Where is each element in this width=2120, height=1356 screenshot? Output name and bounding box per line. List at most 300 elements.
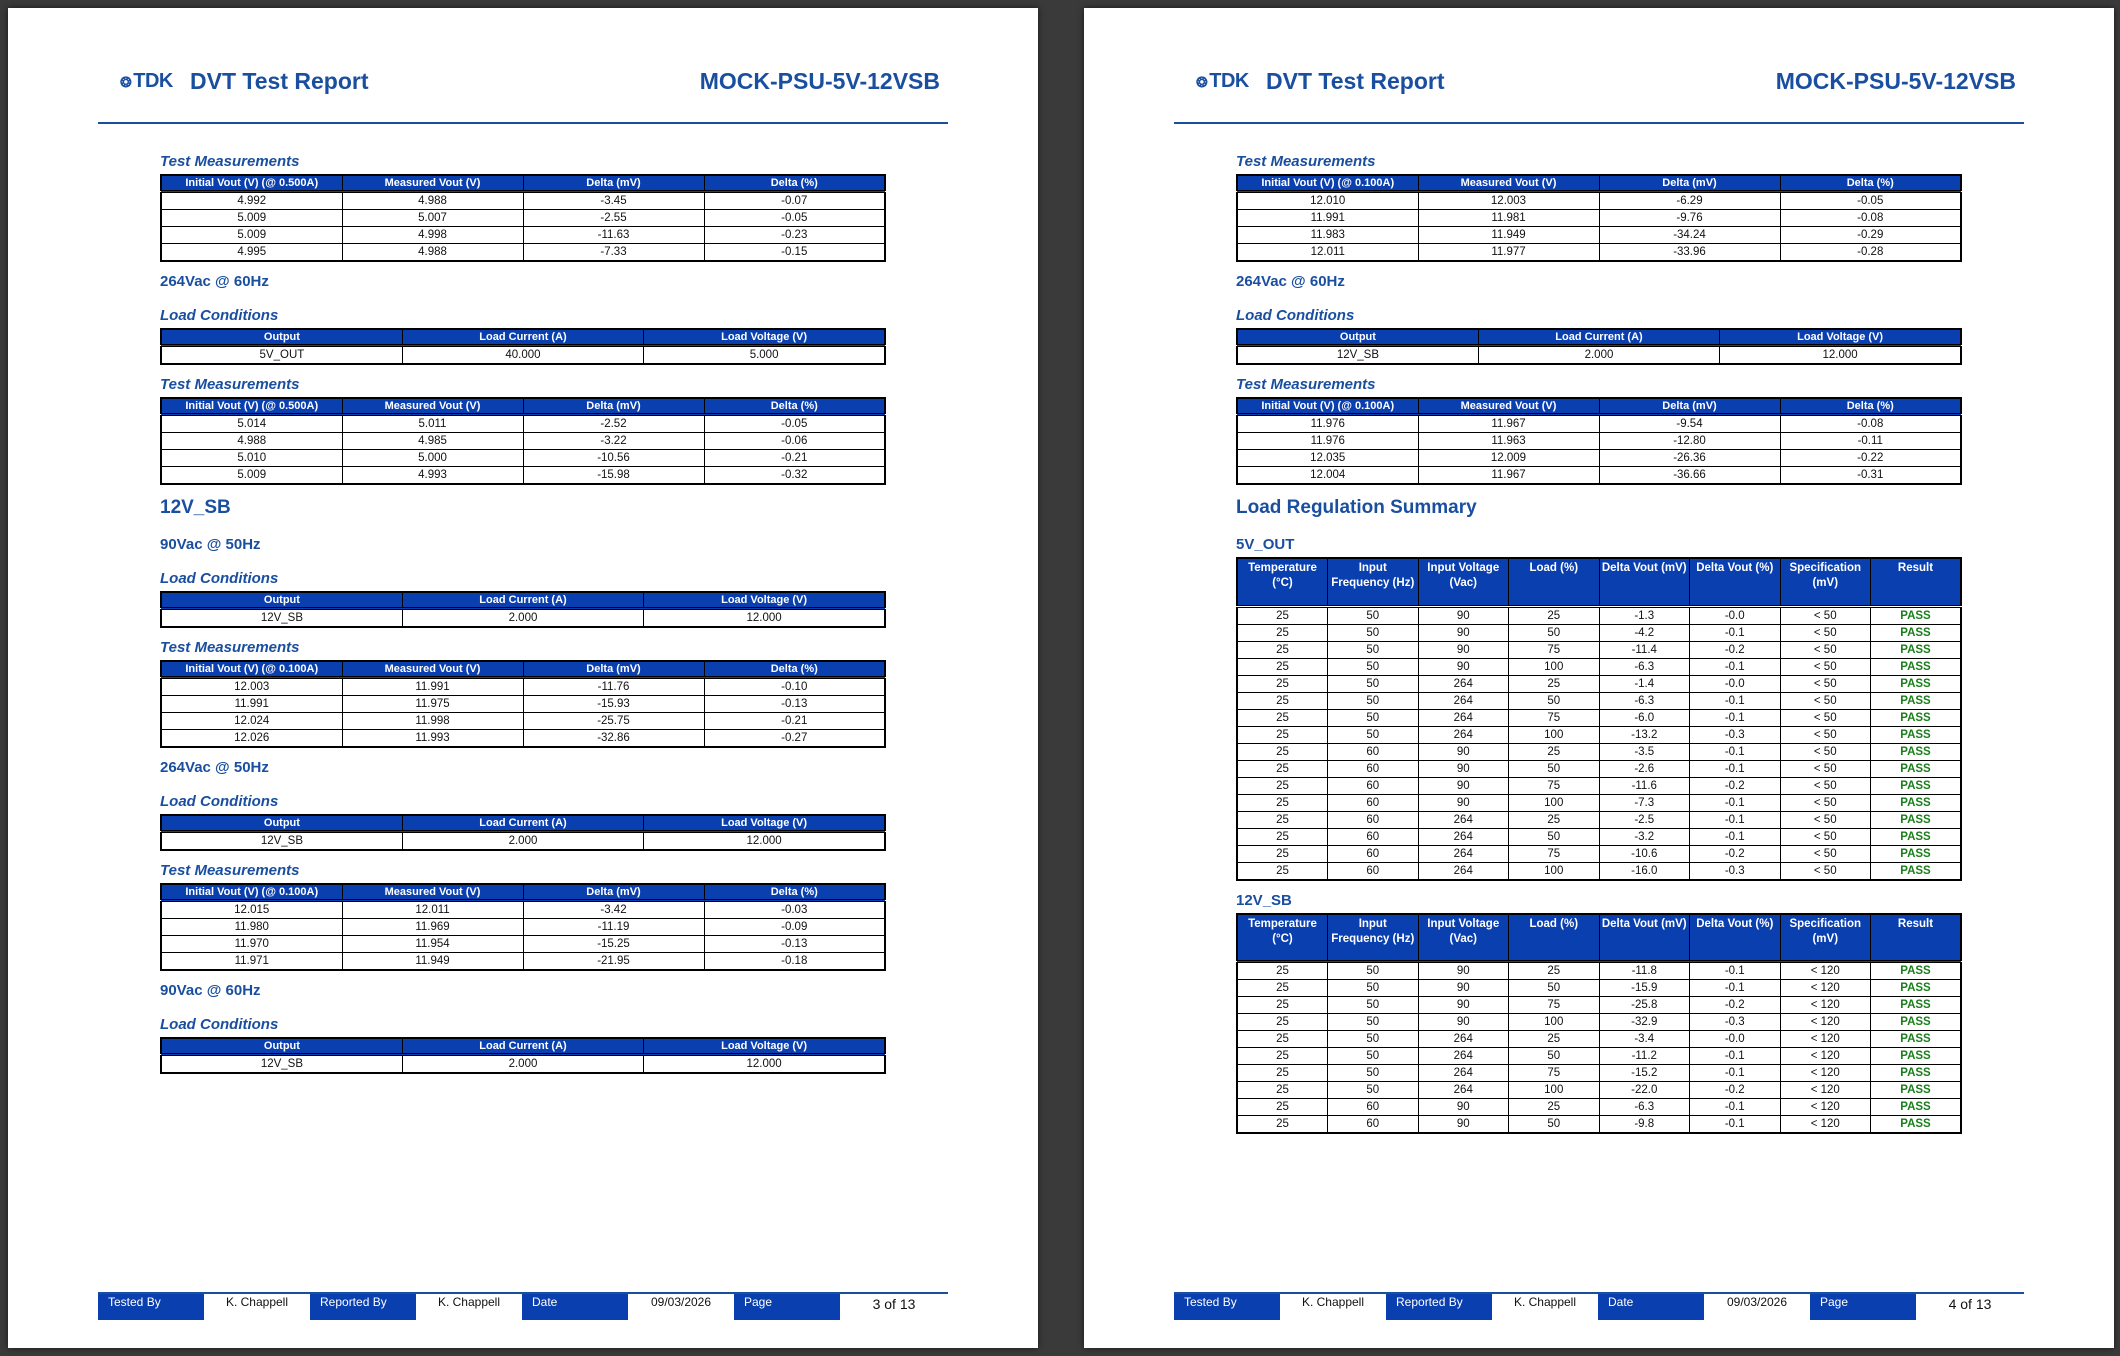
reported-by-value: K. Chappell	[437, 1295, 501, 1309]
column-header: Load Voltage (V)	[644, 329, 885, 346]
page-content	[160, 152, 886, 1084]
table-cell: 50	[1509, 760, 1600, 777]
table-cell: < 50	[1780, 606, 1871, 624]
table-cell: -0.13	[704, 696, 885, 713]
table-cell: 25	[1509, 1099, 1600, 1116]
condition-heading: 264Vac @ 60Hz	[1236, 273, 1345, 290]
column-header: Specification (mV)	[1780, 558, 1871, 606]
table-cell: -7.33	[523, 244, 704, 262]
table-cell: 4.988	[342, 244, 523, 262]
table-cell: 50	[1328, 1014, 1419, 1031]
table-cell: 25	[1237, 1031, 1328, 1048]
table-cell: 90	[1418, 962, 1509, 980]
table-cell: 25	[1237, 962, 1328, 980]
table-header-row	[161, 815, 885, 832]
table-row	[1237, 743, 1961, 760]
table-cell: -0.15	[704, 244, 885, 262]
load-conditions-label: Load Conditions	[160, 1016, 279, 1033]
column-header: Input Frequency (Hz)	[1328, 914, 1419, 962]
page-number: 3 of 13	[872, 1296, 916, 1312]
table-cell: -3.5	[1599, 743, 1690, 760]
table-cell: 60	[1328, 794, 1419, 811]
table-cell: -3.42	[523, 901, 704, 919]
table-cell: -15.25	[523, 936, 704, 953]
table-row	[1237, 1065, 1961, 1082]
table-cell: 11.998	[342, 713, 523, 730]
column-header: Delta (%)	[704, 175, 885, 192]
table-row	[161, 346, 885, 365]
tested-by-value: K. Chappell	[1301, 1295, 1365, 1309]
table-cell: 11.967	[1418, 415, 1599, 433]
table-cell: 60	[1328, 811, 1419, 828]
table-cell: 264	[1418, 709, 1509, 726]
table-cell: -0.2	[1690, 641, 1781, 658]
table-cell: -0.08	[1780, 210, 1961, 227]
table-cell: -0.2	[1690, 997, 1781, 1014]
table-cell: 12V_SB	[1237, 346, 1478, 365]
table-cell: -3.2	[1599, 828, 1690, 845]
tested-by-label: Tested By	[1174, 1294, 1280, 1320]
model-number: MOCK-PSU-5V-12VSB	[1775, 68, 2016, 94]
table-row	[1237, 811, 1961, 828]
table-cell: 40.000	[402, 346, 643, 365]
column-header: Initial Vout (V) (@ 0.100A)	[161, 884, 342, 901]
table-cell: 11.981	[1418, 210, 1599, 227]
result-pass: PASS	[1871, 828, 1962, 845]
test-measurements-label: Test Measurements	[160, 153, 300, 170]
table-cell: -21.95	[523, 953, 704, 971]
table-cell: 4.992	[161, 192, 342, 210]
table-cell: 50	[1328, 1065, 1419, 1082]
table-cell: < 50	[1780, 777, 1871, 794]
result-pass: PASS	[1871, 962, 1962, 980]
table-cell: < 50	[1780, 624, 1871, 641]
page-content	[1236, 152, 1962, 1144]
table-cell: 12V_SB	[161, 609, 402, 628]
table-cell: 11.954	[342, 936, 523, 953]
table-cell: 11.980	[161, 919, 342, 936]
table-cell: 2.000	[402, 1055, 643, 1074]
table-cell: 25	[1237, 726, 1328, 743]
table-cell: 75	[1509, 1065, 1600, 1082]
table-cell: 100	[1509, 1014, 1600, 1031]
table-row	[1237, 624, 1961, 641]
column-header: Measured Vout (V)	[342, 884, 523, 901]
table-row	[161, 936, 885, 953]
column-header: Delta Vout (mV)	[1599, 914, 1690, 962]
table-header-row	[161, 398, 885, 415]
table-cell: 4.998	[342, 227, 523, 244]
table-cell: -0.1	[1690, 980, 1781, 997]
column-header: Load Current (A)	[402, 329, 643, 346]
table-row	[161, 433, 885, 450]
table-cell: 11.991	[342, 678, 523, 696]
tested-by-label: Tested By	[98, 1294, 204, 1320]
table-cell: < 120	[1780, 1014, 1871, 1031]
table-header-row	[161, 1038, 885, 1055]
table-row	[1237, 606, 1961, 624]
table-cell: -0.1	[1690, 1099, 1781, 1116]
table-cell: 11.971	[161, 953, 342, 971]
table-cell: -0.1	[1690, 1048, 1781, 1065]
column-header: Load Current (A)	[402, 592, 643, 609]
table-cell: 264	[1418, 862, 1509, 880]
table-cell: 12.009	[1418, 450, 1599, 467]
result-pass: PASS	[1871, 760, 1962, 777]
date-label: Date	[522, 1294, 628, 1320]
measurement-table	[1236, 174, 1962, 262]
table-header-row	[1237, 329, 1961, 346]
table-row	[1237, 862, 1961, 880]
table-cell: -0.10	[704, 678, 885, 696]
table-cell: 50	[1328, 692, 1419, 709]
table-cell: -11.4	[1599, 641, 1690, 658]
table-cell: -0.2	[1690, 777, 1781, 794]
table-cell: 12.011	[1237, 244, 1418, 262]
table-cell: 5.009	[161, 210, 342, 227]
result-pass: PASS	[1871, 1014, 1962, 1031]
table-cell: 75	[1509, 845, 1600, 862]
table-cell: 75	[1509, 641, 1600, 658]
table-cell: -15.9	[1599, 980, 1690, 997]
column-header: Load Voltage (V)	[1720, 329, 1961, 346]
condition-heading: 264Vac @ 50Hz	[160, 759, 269, 776]
result-pass: PASS	[1871, 726, 1962, 743]
page-label: Page	[1810, 1294, 1916, 1320]
table-row	[1237, 692, 1961, 709]
table-cell: -0.31	[1780, 467, 1961, 485]
table-cell: 12.000	[1720, 346, 1961, 365]
table-cell: -0.05	[704, 210, 885, 227]
table-cell: -11.76	[523, 678, 704, 696]
table-cell: 264	[1418, 811, 1509, 828]
table-cell: < 120	[1780, 1048, 1871, 1065]
table-cell: < 50	[1780, 692, 1871, 709]
table-row	[1237, 346, 1961, 365]
table-cell: -6.3	[1599, 692, 1690, 709]
table-cell: < 120	[1780, 997, 1871, 1014]
table-cell: -0.0	[1690, 675, 1781, 692]
page-header	[1174, 52, 2024, 124]
reported-by-value: K. Chappell	[1513, 1295, 1577, 1309]
column-header: Delta (%)	[1780, 398, 1961, 415]
column-header: Load Current (A)	[402, 815, 643, 832]
table-cell: < 50	[1780, 743, 1871, 760]
table-cell: 25	[1509, 743, 1600, 760]
table-cell: 50	[1509, 1048, 1600, 1065]
column-header: Delta (mV)	[523, 661, 704, 678]
column-header: Output	[161, 329, 402, 346]
column-header: Delta (mV)	[523, 884, 704, 901]
result-pass: PASS	[1871, 1082, 1962, 1099]
table-cell: -0.3	[1690, 862, 1781, 880]
table-row	[1237, 675, 1961, 692]
table-cell: -0.1	[1690, 1065, 1781, 1082]
table-cell: -1.4	[1599, 675, 1690, 692]
table-cell: 12V_SB	[161, 832, 402, 851]
table-cell: -0.27	[704, 730, 885, 748]
table-cell: 5.009	[161, 467, 342, 485]
table-cell: 75	[1509, 777, 1600, 794]
table-cell: 60	[1328, 777, 1419, 794]
table-cell: 25	[1509, 811, 1600, 828]
table-cell: -1.3	[1599, 606, 1690, 624]
table-cell: -0.1	[1690, 1116, 1781, 1134]
table-cell: 60	[1328, 845, 1419, 862]
logo-text: TDK	[1209, 70, 1249, 92]
reported-by-label: Reported By	[310, 1294, 416, 1320]
table-row	[161, 192, 885, 210]
table-row	[161, 415, 885, 433]
load-conditions-table	[160, 814, 886, 851]
table-cell: 5.010	[161, 450, 342, 467]
table-cell: -0.0	[1690, 606, 1781, 624]
load-conditions-table	[160, 1037, 886, 1074]
table-cell: -0.05	[1780, 192, 1961, 210]
column-header: Delta Vout (mV)	[1599, 558, 1690, 606]
table-row	[1237, 777, 1961, 794]
table-cell: 11.993	[342, 730, 523, 748]
table-cell: 90	[1418, 658, 1509, 675]
table-cell: -0.1	[1690, 692, 1781, 709]
column-header: Measured Vout (V)	[342, 661, 523, 678]
table-cell: -11.8	[1599, 962, 1690, 980]
page-footer	[98, 1292, 948, 1320]
table-row	[1237, 450, 1961, 467]
result-pass: PASS	[1871, 845, 1962, 862]
table-cell: 90	[1418, 1099, 1509, 1116]
table-cell: -6.3	[1599, 1099, 1690, 1116]
table-cell: -0.3	[1690, 1014, 1781, 1031]
table-row	[1237, 828, 1961, 845]
table-cell: < 120	[1780, 962, 1871, 980]
column-header: Initial Vout (V) (@ 0.500A)	[161, 398, 342, 415]
test-measurements-label: Test Measurements	[160, 862, 300, 879]
column-header: Load (%)	[1509, 914, 1600, 962]
table-cell: -0.1	[1690, 709, 1781, 726]
report-page-4	[1084, 8, 2114, 1348]
table-cell: 25	[1237, 1048, 1328, 1065]
table-cell: 25	[1237, 743, 1328, 760]
column-header: Result	[1871, 558, 1962, 606]
table-cell: -0.0	[1690, 1031, 1781, 1048]
table-cell: 4.995	[161, 244, 342, 262]
table-cell: < 50	[1780, 658, 1871, 675]
report-title: DVT Test Report	[190, 68, 369, 94]
table-cell: 11.975	[342, 696, 523, 713]
column-header: Measured Vout (V)	[1418, 398, 1599, 415]
table-cell: 50	[1328, 641, 1419, 658]
table-cell: 50	[1328, 624, 1419, 641]
column-header: Initial Vout (V) (@ 0.100A)	[1237, 398, 1418, 415]
table-cell: 264	[1418, 726, 1509, 743]
table-row	[161, 467, 885, 485]
table-row	[161, 713, 885, 730]
column-header: Delta (%)	[1780, 175, 1961, 192]
table-cell: 90	[1418, 606, 1509, 624]
table-cell: 90	[1418, 997, 1509, 1014]
table-cell: 50	[1328, 962, 1419, 980]
table-cell: -25.75	[523, 713, 704, 730]
table-cell: 11.970	[161, 936, 342, 953]
table-cell: -33.96	[1599, 244, 1780, 262]
table-cell: -0.22	[1780, 450, 1961, 467]
page-number: 4 of 13	[1948, 1296, 1992, 1312]
column-header: Specification (mV)	[1780, 914, 1871, 962]
column-header: Delta (%)	[704, 884, 885, 901]
table-row	[161, 919, 885, 936]
table-row	[161, 953, 885, 971]
table-cell: 50	[1328, 1031, 1419, 1048]
table-cell: -0.1	[1690, 828, 1781, 845]
table-cell: 11.967	[1418, 467, 1599, 485]
table-cell: 25	[1237, 675, 1328, 692]
column-header: Measured Vout (V)	[342, 398, 523, 415]
column-header: Delta (mV)	[523, 175, 704, 192]
model-number: MOCK-PSU-5V-12VSB	[699, 68, 940, 94]
table-cell: -0.32	[704, 467, 885, 485]
table-row	[1237, 1014, 1961, 1031]
table-cell: 12.003	[161, 678, 342, 696]
table-cell: 25	[1237, 980, 1328, 997]
table-cell: 12.000	[644, 832, 885, 851]
table-cell: 12.000	[644, 1055, 885, 1074]
table-cell: < 120	[1780, 1082, 1871, 1099]
test-measurements-label: Test Measurements	[1236, 153, 1376, 170]
table-cell: 264	[1418, 828, 1509, 845]
result-pass: PASS	[1871, 675, 1962, 692]
result-pass: PASS	[1871, 794, 1962, 811]
table-cell: 100	[1509, 658, 1600, 675]
table-row	[1237, 210, 1961, 227]
table-cell: 60	[1328, 1099, 1419, 1116]
table-cell: 90	[1418, 743, 1509, 760]
test-measurements-label: Test Measurements	[160, 376, 300, 393]
table-cell: 50	[1509, 624, 1600, 641]
table-cell: 264	[1418, 845, 1509, 862]
table-cell: -32.86	[523, 730, 704, 748]
table-cell: -0.28	[1780, 244, 1961, 262]
table-cell: 5.009	[161, 227, 342, 244]
summary-table	[1236, 913, 1962, 1135]
table-header-row	[161, 884, 885, 901]
table-cell: < 120	[1780, 1031, 1871, 1048]
result-pass: PASS	[1871, 1048, 1962, 1065]
table-cell: 264	[1418, 1031, 1509, 1048]
table-row	[1237, 1116, 1961, 1134]
table-row	[1237, 726, 1961, 743]
measurement-table	[160, 397, 886, 485]
table-cell: -10.6	[1599, 845, 1690, 862]
result-pass: PASS	[1871, 1065, 1962, 1082]
table-cell: -16.0	[1599, 862, 1690, 880]
tdk-logo-icon: ❂	[1196, 74, 1208, 90]
table-cell: 264	[1418, 1082, 1509, 1099]
table-cell: -0.2	[1690, 1082, 1781, 1099]
table-cell: 25	[1237, 1065, 1328, 1082]
page-label: Page	[734, 1294, 840, 1320]
column-header: Delta (mV)	[523, 398, 704, 415]
table-cell: 2.000	[402, 609, 643, 628]
table-cell: 90	[1418, 624, 1509, 641]
table-cell: -0.1	[1690, 811, 1781, 828]
table-header-row	[161, 661, 885, 678]
table-cell: 25	[1237, 641, 1328, 658]
table-cell: < 50	[1780, 794, 1871, 811]
table-header-row	[1237, 558, 1961, 606]
table-header-row	[161, 175, 885, 192]
load-conditions-label: Load Conditions	[1236, 307, 1355, 324]
load-conditions-table	[1236, 328, 1962, 365]
table-cell: 60	[1328, 760, 1419, 777]
table-cell: 90	[1418, 777, 1509, 794]
column-header: Initial Vout (V) (@ 0.100A)	[1237, 175, 1418, 192]
table-cell: 25	[1237, 658, 1328, 675]
table-cell: 11.977	[1418, 244, 1599, 262]
table-cell: 25	[1509, 962, 1600, 980]
table-row	[1237, 1048, 1961, 1065]
table-cell: 264	[1418, 1048, 1509, 1065]
table-cell: 60	[1328, 862, 1419, 880]
table-cell: -9.8	[1599, 1116, 1690, 1134]
table-cell: 25	[1237, 862, 1328, 880]
tested-by-value: K. Chappell	[225, 1295, 289, 1309]
table-cell: 25	[1237, 760, 1328, 777]
condition-heading: 264Vac @ 60Hz	[160, 273, 269, 290]
table-cell: < 50	[1780, 828, 1871, 845]
measurement-table	[160, 883, 886, 971]
table-row	[1237, 433, 1961, 450]
table-cell: 25	[1237, 845, 1328, 862]
table-row	[1237, 467, 1961, 485]
result-pass: PASS	[1871, 624, 1962, 641]
table-cell: 11.976	[1237, 415, 1418, 433]
table-header-row	[161, 329, 885, 346]
table-cell: 25	[1237, 1099, 1328, 1116]
table-cell: -3.45	[523, 192, 704, 210]
table-cell: -2.52	[523, 415, 704, 433]
result-pass: PASS	[1871, 777, 1962, 794]
table-cell: < 120	[1780, 980, 1871, 997]
result-pass: PASS	[1871, 1099, 1962, 1116]
table-header-row	[1237, 175, 1961, 192]
table-row	[1237, 1082, 1961, 1099]
table-cell: 90	[1418, 1116, 1509, 1134]
tdk-logo-icon: ❂	[120, 74, 132, 90]
table-cell: -34.24	[1599, 227, 1780, 244]
table-cell: 12.011	[342, 901, 523, 919]
column-header: Initial Vout (V) (@ 0.100A)	[161, 661, 342, 678]
condition-heading: 90Vac @ 50Hz	[160, 536, 261, 553]
load-conditions-label: Load Conditions	[160, 307, 279, 324]
table-cell: -0.03	[704, 901, 885, 919]
table-cell: 25	[1237, 997, 1328, 1014]
tdk-logo	[1196, 70, 1249, 93]
summary-table	[1236, 557, 1962, 881]
table-row	[1237, 997, 1961, 1014]
table-cell: 100	[1509, 794, 1600, 811]
table-cell: -0.11	[1780, 433, 1961, 450]
table-cell: 4.988	[342, 192, 523, 210]
table-cell: -11.19	[523, 919, 704, 936]
table-cell: -2.6	[1599, 760, 1690, 777]
table-cell: -6.29	[1599, 192, 1780, 210]
column-header: Delta (mV)	[1599, 175, 1780, 192]
table-row	[1237, 980, 1961, 997]
date-value: 09/03/2026	[1726, 1295, 1788, 1309]
table-cell: 12.003	[1418, 192, 1599, 210]
table-cell: < 50	[1780, 760, 1871, 777]
